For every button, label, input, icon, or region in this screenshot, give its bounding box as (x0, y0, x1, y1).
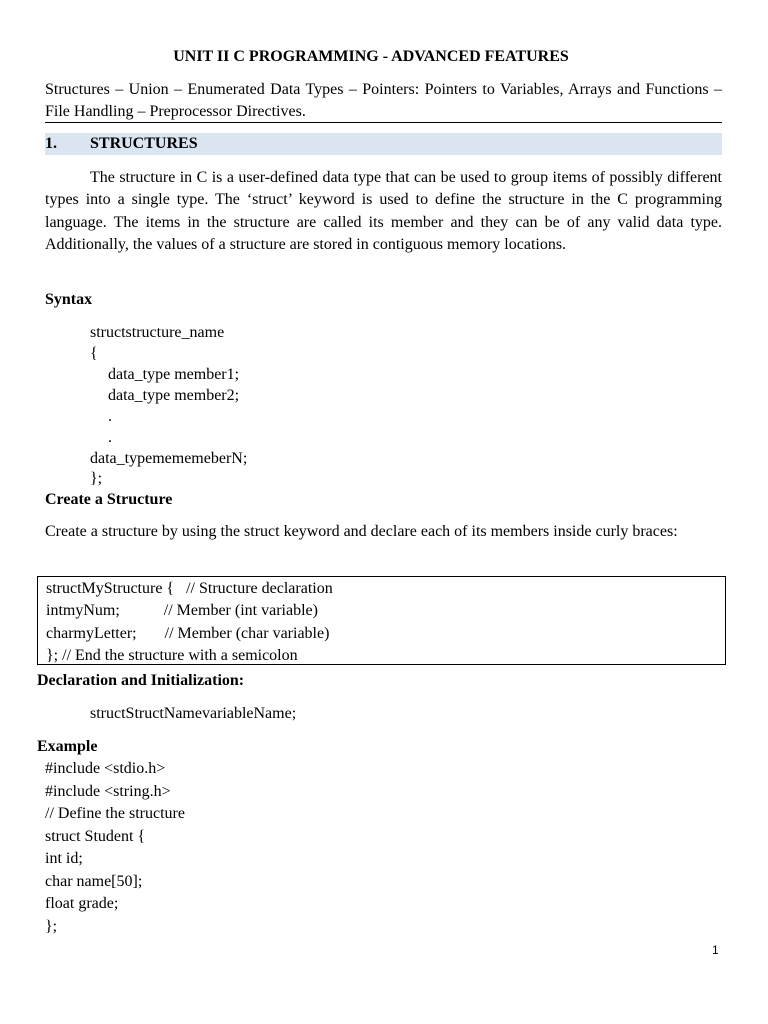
syntax-line: data_typemememeberN; (90, 450, 248, 467)
example-code-line: #include <stdio.h> (45, 760, 166, 777)
example-code-line: }; (45, 918, 58, 935)
example-heading: Example (37, 738, 98, 755)
syntax-line: structstructure_name (90, 324, 225, 341)
declaration-code: structStructNamevariableName; (90, 705, 297, 722)
example-code-line: struct Student { (45, 828, 146, 845)
syntax-line: data_type member2; (108, 387, 240, 404)
unit-topics: Structures – Union – Enumerated Data Types – Pointers: Pointers to Variables, Arrays and Functions – File Handling – Preprocessor Directives. (45, 81, 722, 120)
page-number: 1 (712, 943, 719, 957)
create-description: Create a structure by using the struct keyword and declare each of its members inside curly braces: (45, 523, 678, 540)
box-code-line: charmyLetter; // Member (char variable) (46, 625, 330, 642)
syntax-line: data_type member1; (108, 366, 240, 383)
example-code-line: char name[50]; (45, 873, 143, 890)
intro-text: The structure in C is a user-defined data type that can be used to group items of possibly different types into a single type. The ‘struct’ keyword is used to define the structure in the C programming language. The items in the structure are called its member and they can be of any valid data type. Additionally, the values of a structure are stored in contiguous memory locations. (45, 169, 722, 254)
box-code-line: }; // End the structure with a semicolon (46, 647, 298, 664)
declaration-heading: Declaration and Initialization: (37, 672, 245, 689)
create-heading: Create a Structure (45, 491, 173, 508)
syntax-line: . (108, 429, 112, 446)
example-code-line: int id; (45, 850, 83, 867)
page-title: UNIT II C PROGRAMMING - ADVANCED FEATURES (173, 48, 569, 65)
syntax-line: }; (90, 470, 103, 487)
intro-paragraph (45, 167, 722, 257)
example-code-line: float grade; (45, 895, 119, 912)
section-number: 1. (45, 135, 57, 152)
section-title: STRUCTURES (90, 135, 198, 152)
topics-divider (45, 122, 722, 123)
box-code-line: structMyStructure { // Structure declaration (46, 580, 333, 597)
box-code-line: intmyNum; // Member (int variable) (46, 602, 318, 619)
example-code-line: // Define the structure (45, 805, 185, 822)
syntax-line: { (90, 345, 98, 362)
example-code-line: #include <string.h> (45, 783, 171, 800)
syntax-heading: Syntax (45, 291, 93, 308)
syntax-line: . (108, 408, 112, 425)
structure-declaration-box (37, 576, 726, 665)
section-heading (45, 133, 722, 155)
